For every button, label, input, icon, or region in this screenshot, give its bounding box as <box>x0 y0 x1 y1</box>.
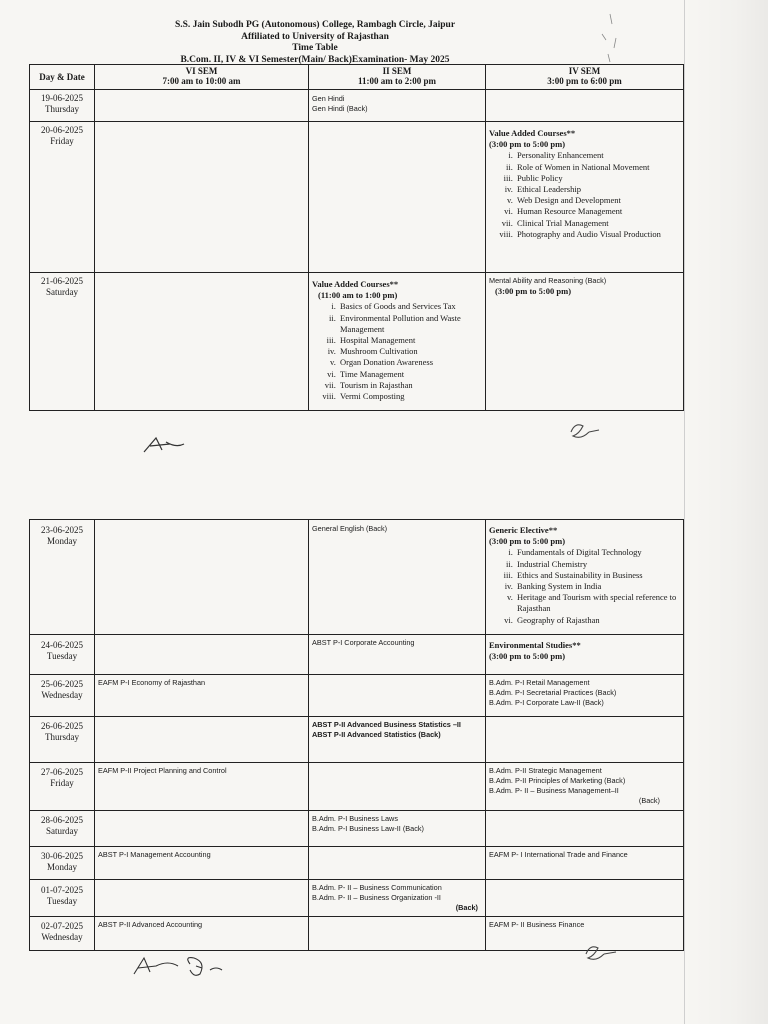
date: 01-07-2025 <box>41 885 83 895</box>
exam-entry: ABST P-I Management Accounting <box>98 850 211 859</box>
table-row <box>30 717 684 763</box>
date-cell <box>30 520 95 635</box>
course-list <box>489 547 680 625</box>
ii-sem-time: 11:00 am to 2:00 pm <box>358 76 436 86</box>
course-group-time: (3:00 pm to 5:00 pm) <box>489 139 566 150</box>
day: Wednesday <box>41 932 83 942</box>
exam-entry: B.Adm. P-I Retail Management <box>489 678 590 687</box>
list-item: i. Personality Enhancement <box>515 150 680 161</box>
exam-entry: ABST P-I Corporate Accounting <box>312 638 415 647</box>
date: 20-06-2025 <box>41 125 83 135</box>
exam-entry: B.Adm. P- II – Business Communication <box>312 883 442 892</box>
list-item: iii. Public Policy <box>515 173 680 184</box>
table-row <box>30 273 684 411</box>
exam-entry: ABST P-II Advanced Business Statistics –II <box>312 720 461 729</box>
vi-sem-cell <box>95 763 309 811</box>
exam-entry: B.Adm. P-I Business Law-II (Back) <box>312 824 424 833</box>
list-item: iii. Ethics and Sustainability in Business <box>515 570 680 581</box>
ii-sem-label: II SEM <box>382 66 412 76</box>
date-cell <box>30 811 95 847</box>
iv-sem-cell <box>486 675 684 717</box>
affiliation: Affiliated to University of Rajasthan <box>241 31 389 42</box>
table-row <box>30 90 684 122</box>
exam-entry: EAFM P-II Project Planning and Control <box>98 766 227 775</box>
day: Wednesday <box>41 690 83 700</box>
iv-sem-cell <box>486 763 684 811</box>
exam-time: (3:00 pm to 5:00 pm) <box>495 286 572 296</box>
ii-sem-cell <box>309 717 486 763</box>
vi-sem-cell <box>95 847 309 880</box>
exam-entry: B.Adm. P-II Strategic Management <box>489 766 602 775</box>
list-item: viii. Photography and Audio Visual Production <box>515 229 680 240</box>
day: Tuesday <box>46 651 78 661</box>
ii-sem-cell <box>309 917 486 951</box>
exam-entry: EAFM P-I Economy of Rajasthan <box>98 678 206 687</box>
iv-sem-cell <box>486 847 684 880</box>
list-item: vii. Tourism in Rajasthan <box>338 380 482 391</box>
course-group-time: (3:00 pm to 5:00 pm) <box>489 536 566 547</box>
exam-entry: ABST P-II Advanced Statistics (Back) <box>312 730 441 739</box>
exam-entry: B.Adm. P- II – Business Management–II <box>489 786 619 795</box>
vi-sem-cell <box>95 880 309 917</box>
day: Saturday <box>46 826 78 836</box>
signature-mark <box>130 952 240 982</box>
table-row <box>30 811 684 847</box>
date: 23-06-2025 <box>41 525 83 535</box>
day: Thursday <box>45 104 79 114</box>
exam-entry: B.Adm. P-II Principles of Marketing (Back) <box>489 776 626 785</box>
course-group-time: (3:00 pm to 5:00 pm) <box>489 651 566 662</box>
date-cell <box>30 847 95 880</box>
exam-entry: ABST P-II Advanced Accounting <box>98 920 203 929</box>
iv-sem-cell <box>486 90 684 122</box>
vi-sem-cell <box>95 273 309 411</box>
day: Monday <box>47 862 77 872</box>
signature-mark <box>140 432 190 458</box>
day: Monday <box>47 536 77 546</box>
list-item: vii. Clinical Trial Management <box>515 218 680 229</box>
iv-sem-cell <box>486 811 684 847</box>
date: 25-06-2025 <box>41 679 83 689</box>
exam-entry: B.Adm. P-I Secretarial Practices (Back) <box>489 688 617 697</box>
iv-sem-cell <box>486 273 684 411</box>
exam-entry: B.Adm. P- II – Business Organization -II <box>312 893 441 902</box>
timetable-page-1 <box>29 64 684 411</box>
day: Friday <box>50 136 74 146</box>
date-cell <box>30 763 95 811</box>
ii-sem-cell <box>309 273 486 411</box>
iv-sem-label: IV SEM <box>568 66 601 76</box>
course-group-title: Value Added Courses** <box>312 279 399 289</box>
iv-sem-cell <box>486 520 684 635</box>
header-iv-sem <box>486 65 684 90</box>
iv-sem-cell <box>486 880 684 917</box>
list-item: iii. Hospital Management <box>338 335 482 346</box>
date: 24-06-2025 <box>41 640 83 650</box>
ii-sem-cell <box>309 520 486 635</box>
vi-sem-label: VI SEM <box>185 66 218 76</box>
date: 27-06-2025 <box>41 767 83 777</box>
vi-sem-cell <box>95 520 309 635</box>
date: 28-06-2025 <box>41 815 83 825</box>
list-item: i. Basics of Goods and Services Tax <box>338 301 482 312</box>
list-item: ii. Environmental Pollution and Waste Management <box>338 313 482 335</box>
exam-entry: EAFM P- II Business Finance <box>489 920 585 929</box>
list-item: vi. Human Resource Management <box>515 206 680 217</box>
table-row <box>30 847 684 880</box>
ii-sem-cell <box>309 90 486 122</box>
exam-entry-tail: (Back) <box>638 796 660 805</box>
iv-sem-cell <box>486 122 684 273</box>
list-item: i. Fundamentals of Digital Technology <box>515 547 680 558</box>
date-cell <box>30 273 95 411</box>
table-row <box>30 675 684 717</box>
date-cell <box>30 717 95 763</box>
vi-sem-cell <box>95 717 309 763</box>
iv-sem-cell <box>486 635 684 675</box>
ii-sem-cell <box>309 811 486 847</box>
list-item: ii. Industrial Chemistry <box>515 559 680 570</box>
day: Saturday <box>46 287 78 297</box>
list-item: ii. Role of Women in National Movement <box>515 162 680 173</box>
course-group-time: (11:00 am to 1:00 pm) <box>318 290 398 301</box>
iv-sem-time: 3:00 pm to 6:00 pm <box>547 76 622 86</box>
date-cell <box>30 122 95 273</box>
exam-entry: Gen Hindi <box>312 94 345 103</box>
list-item: vi. Time Management <box>338 369 482 380</box>
college-name: S.S. Jain Subodh PG (Autonomous) College, Rambagh Circle, Jaipur <box>174 20 456 30</box>
table-row <box>30 520 684 635</box>
list-item: iv. Mushroom Cultivation <box>338 346 482 357</box>
document-header <box>60 20 570 66</box>
header-day-date: Day & Date <box>30 65 95 90</box>
date-cell <box>30 880 95 917</box>
signature-mark <box>565 418 609 444</box>
exam-entry-tail: (Back) <box>455 903 478 912</box>
date: 19-06-2025 <box>41 93 83 103</box>
vi-sem-cell <box>95 675 309 717</box>
iv-sem-cell <box>486 717 684 763</box>
vi-sem-cell <box>95 811 309 847</box>
ii-sem-cell <box>309 880 486 917</box>
exam-entry: General English (Back) <box>312 524 388 533</box>
page-shadow <box>682 0 768 1024</box>
course-list <box>489 150 680 240</box>
day: Tuesday <box>46 896 78 906</box>
list-item: viii. Vermi Composting <box>338 391 482 402</box>
table-row <box>30 122 684 273</box>
header-ii-sem <box>309 65 486 90</box>
course-group-title: Value Added Courses** <box>489 128 576 138</box>
signature-mark <box>580 940 624 966</box>
date: 02-07-2025 <box>41 921 83 931</box>
vi-sem-cell <box>95 917 309 951</box>
list-item: v. Organ Donation Awareness <box>338 357 482 368</box>
date-cell <box>30 675 95 717</box>
date-cell <box>30 635 95 675</box>
course-group-title: Environmental Studies** <box>489 640 581 650</box>
vi-sem-cell <box>95 122 309 273</box>
ii-sem-cell <box>309 675 486 717</box>
table-row <box>30 763 684 811</box>
course-list <box>312 301 482 402</box>
exam-entry: EAFM P- I International Trade and Finance <box>489 850 628 859</box>
list-item: iv. Banking System in India <box>515 581 680 592</box>
table-header-row <box>30 65 684 90</box>
day: Friday <box>50 778 74 788</box>
list-item: iv. Ethical Leadership <box>515 184 680 195</box>
exam-title: B.Com. II, IV & VI Semester(Main/ Back)Examination- May 2025 <box>180 54 450 65</box>
list-item: vi. Geography of Rajasthan <box>515 615 680 626</box>
header-vi-sem <box>95 65 309 90</box>
course-group-title: Generic Elective** <box>489 525 558 535</box>
date-cell <box>30 90 95 122</box>
document-title: Time Table <box>292 43 338 53</box>
ii-sem-cell <box>309 847 486 880</box>
ii-sem-cell <box>309 122 486 273</box>
page-edge <box>684 0 685 1024</box>
exam-entry: B.Adm. P-I Business Laws <box>312 814 398 823</box>
vi-sem-cell <box>95 90 309 122</box>
scan-noise-mark <box>590 10 630 70</box>
date-cell <box>30 917 95 951</box>
ii-sem-cell <box>309 763 486 811</box>
date: 30-06-2025 <box>41 851 83 861</box>
exam-entry: B.Adm. P-I Corporate Law-II (Back) <box>489 698 604 707</box>
table-row <box>30 880 684 917</box>
exam-entry: Mental Ability and Reasoning (Back) <box>489 276 607 285</box>
day: Thursday <box>45 732 79 742</box>
list-item: v. Web Design and Development <box>515 195 680 206</box>
date: 26-06-2025 <box>41 721 83 731</box>
date: 21-06-2025 <box>41 276 83 286</box>
table-row <box>30 635 684 675</box>
exam-entry: Gen Hindi (Back) <box>312 104 368 113</box>
ii-sem-cell <box>309 635 486 675</box>
timetable-page-2 <box>29 519 684 951</box>
vi-sem-cell <box>95 635 309 675</box>
list-item: v. Heritage and Tourism with special reference to Rajasthan <box>515 592 680 614</box>
vi-sem-time: 7:00 am to 10:00 am <box>162 76 241 86</box>
